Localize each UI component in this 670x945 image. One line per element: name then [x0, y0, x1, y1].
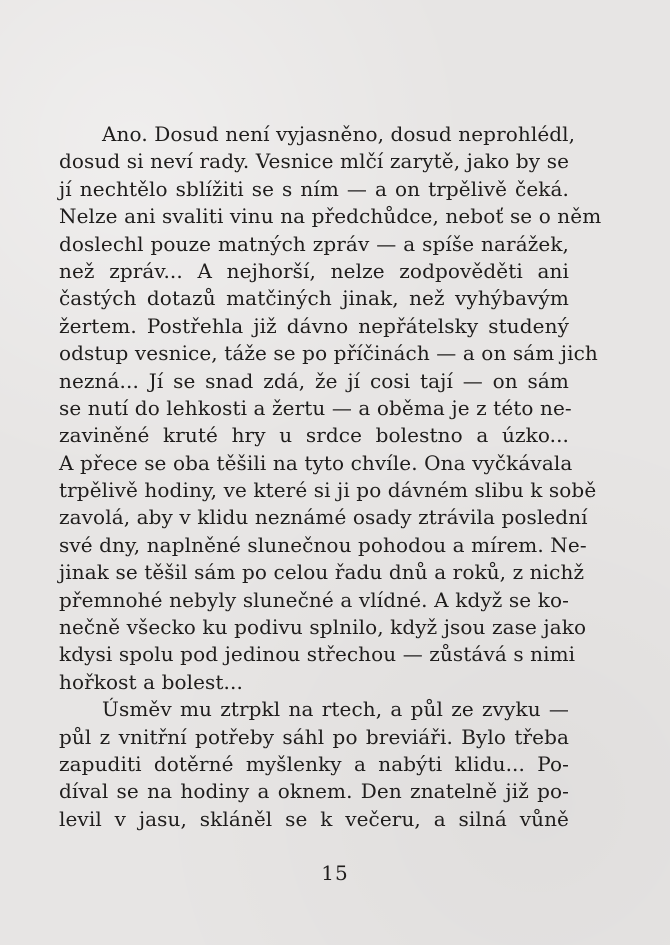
text-line: půl z vnitřní potřeby sáhl po breviáři. Bylo třeba [59, 724, 569, 749]
text-line: Úsměv mu ztrpkl na rtech, a půl ze zvyku — [102, 697, 569, 722]
text-line: jinak se těšil sám po celou řadu dnů a roků, z nichž [59, 560, 585, 585]
text-line: doslechl pouze matných zpráv — a spíše narážek, [59, 231, 569, 256]
text-line: odstup vesnice, táže se po příčinách — a on sám jich [59, 341, 598, 366]
text-line: jí nechtělo sblížiti se s ním — a on trpělivě čeká. [59, 176, 569, 201]
text-line: své dny, naplněné slunečnou pohodou a mírem. Ne- [59, 532, 587, 557]
text-line: než zpráv... A nejhorší, nelze zodpověděti ani [59, 258, 569, 283]
text-line: dosud si neví rady. Vesnice mlčí zarytě, jako by se [59, 149, 569, 174]
text-line: častých dotazů matčiných jinak, než vyhýbavým [59, 286, 569, 311]
text-line: přemnohé nebyly slunečné a vlídné. A když se ko- [59, 587, 569, 612]
text-line: trpělivě hodiny, ve které si ji po dávném slibu k sobě [59, 478, 597, 503]
text-line: Nelze ani svaliti vinu na předchůdce, neboť se o něm [59, 204, 602, 229]
text-line: kdysi spolu pod jedinou střechou — zůstává s nimi [59, 642, 576, 667]
text-line: se nutí do lehkosti a žertu — a oběma je z této ne- [59, 395, 572, 420]
text-line: zavolá, aby v klidu neznámé osady ztrávila poslední [59, 505, 588, 530]
text-line: zaviněné kruté hry u srdce bolestno a úzko... [59, 423, 569, 448]
page-number: 15 [321, 861, 349, 885]
body-text [59, 121, 602, 833]
text-line: zapuditi dotěrné myšlenky a nabýti klidu... Po- [59, 751, 569, 776]
text-line: žertem. Postřehla již dávno nepřátelsky studený [59, 313, 569, 338]
text-line: díval se na hodiny a oknem. Den znatelně již po- [59, 779, 569, 804]
text-line: A přece se oba těšili na tyto chvíle. Ona vyčkávala [59, 450, 573, 475]
text-line: Ano. Dosud není vyjasněno, dosud neprohlédl, [102, 122, 576, 146]
text-line: nečně všecko ku podivu splnilo, když jsou zase jako [59, 615, 587, 640]
text-line: levil v jasu, skláněl se k večeru, a silná vůně [59, 806, 569, 831]
text-line: hořkost a bolest... [59, 669, 243, 694]
text-line: nezná... Jí se snad zdá, že jí cosi tají — on sám [59, 368, 569, 393]
